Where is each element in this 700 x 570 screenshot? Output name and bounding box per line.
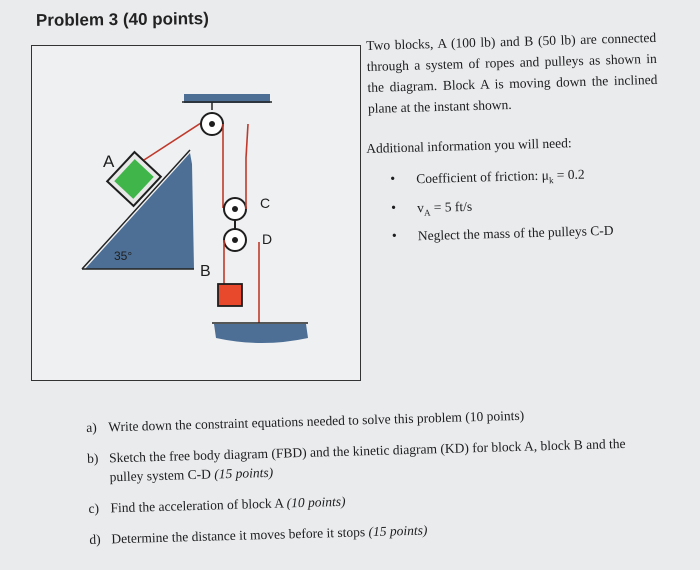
- problem-title: Problem 3 (40 points): [35, 9, 209, 30]
- label-pulley-d: D: [262, 231, 273, 247]
- info-list: [390, 160, 662, 248]
- question-c: c) Find the acceleration of block A (10 points): [88, 493, 346, 516]
- info-heading: Additional information you will need:: [366, 135, 572, 156]
- pulley-diagram: [32, 46, 360, 380]
- question-b: b) Sketch the free body diagram (FBD) and the kinetic diagram (KD) for block A, block B and the pulley system C-D (15 points): [86, 435, 626, 485]
- problem-statement: Two blocks, A (100 lb) and B (50 lb) are connected through a system of ropes and pulleys as shown in the diagram. Block A is moving down the inclined plane at the instant shown.: [366, 29, 658, 116]
- label-angle: 35°: [114, 249, 133, 263]
- question-d: d) Determine the distance it moves before it stops (15 points): [89, 522, 428, 547]
- label-block-a: A: [103, 152, 115, 171]
- info-item-friction: • Coefficient of friction: $\mu_k = 0.2$: [390, 160, 661, 196]
- problem-figure: [31, 45, 361, 381]
- question-list: [86, 402, 660, 561]
- question-a: a) Write down the constraint equations needed to solve this problem (10 points): [86, 407, 525, 435]
- block-b: [218, 284, 242, 306]
- label-pulley-c: C: [260, 195, 271, 211]
- label-block-b: B: [200, 263, 211, 280]
- info-item-velocity: • $v_A = 5$ ft/s: [391, 189, 662, 225]
- info-item-pulley-mass: • Neglect the mass of the pulleys C-D: [392, 218, 663, 249]
- rope-a: [144, 121, 204, 160]
- ground-support: [214, 324, 308, 343]
